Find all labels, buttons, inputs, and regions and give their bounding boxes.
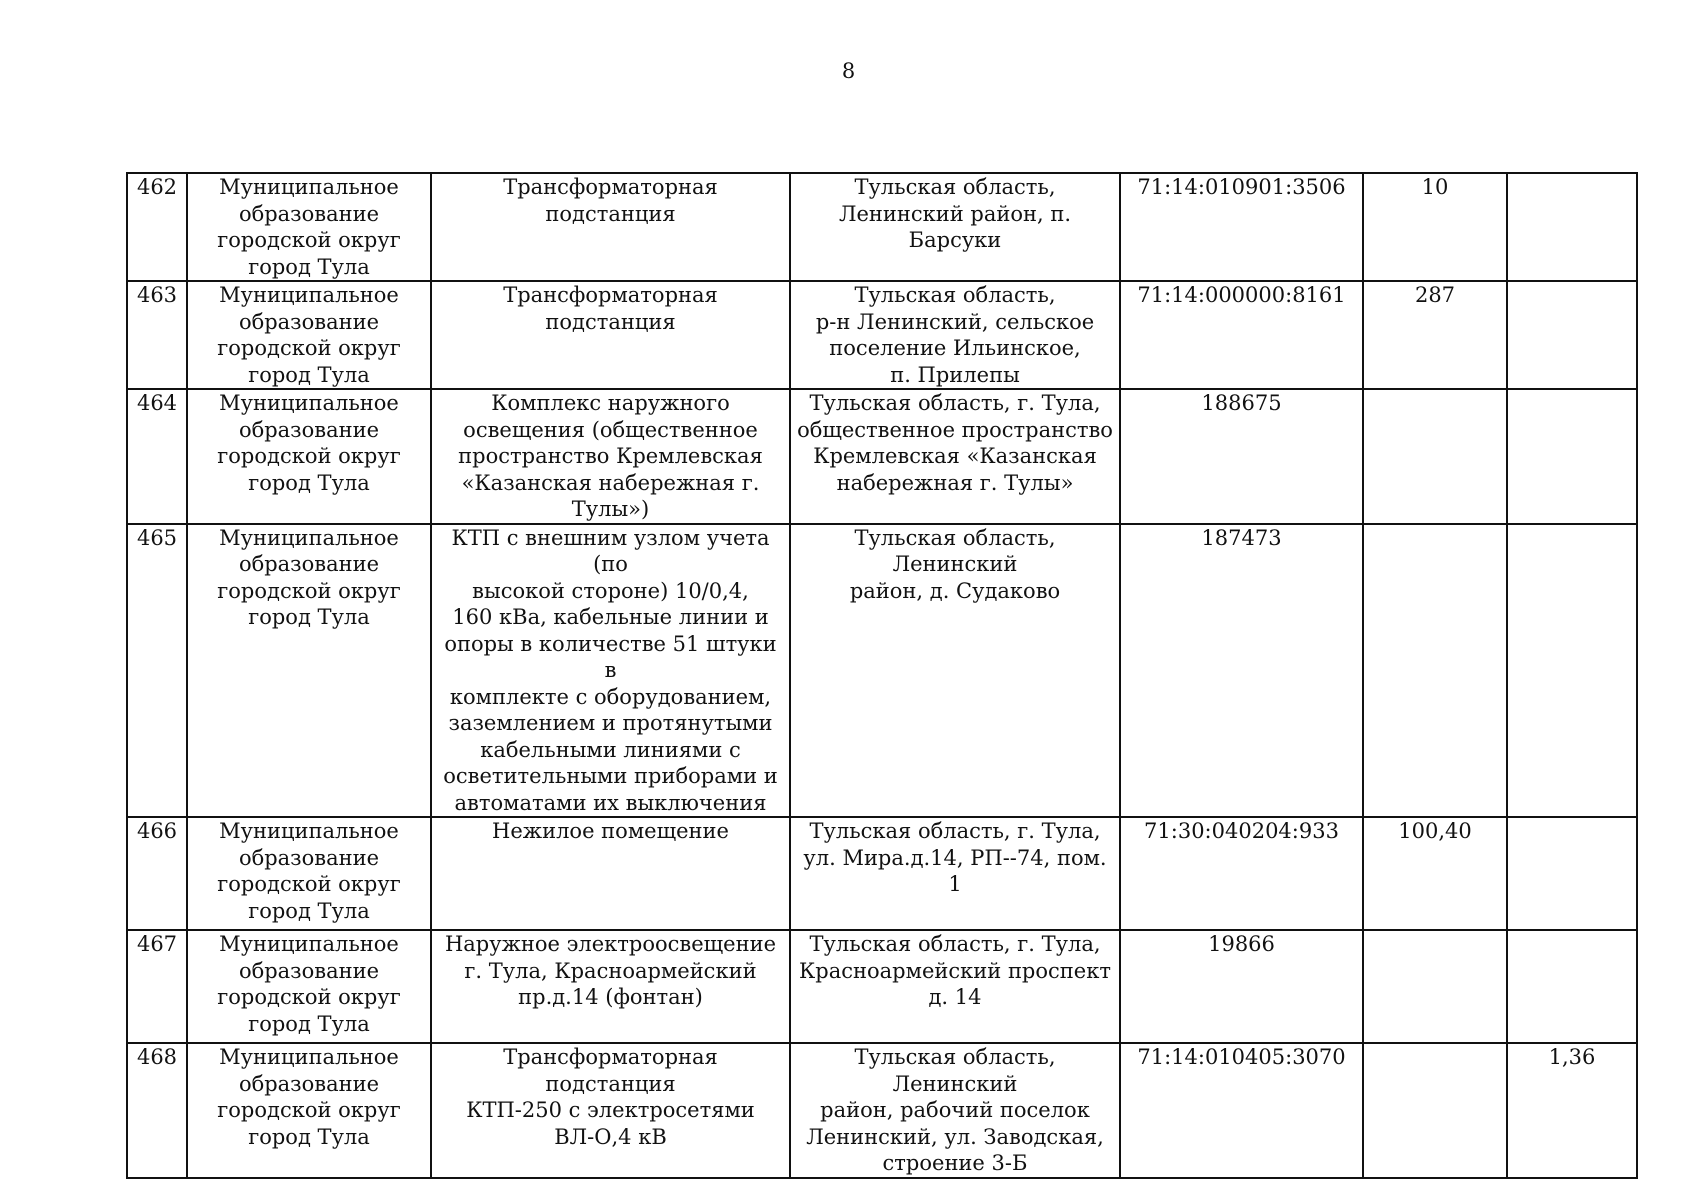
area-cell: 100,40 (1363, 817, 1507, 930)
table-row (127, 1043, 1637, 1178)
property-registry-table (126, 172, 1638, 1179)
table-row (127, 389, 1637, 524)
row-number-cell: 463 (127, 281, 187, 389)
cadastral-number-cell: 187473 (1120, 524, 1363, 818)
cadastral-number-cell: 71:14:010901:3506 (1120, 173, 1363, 281)
extra-value-cell (1507, 817, 1637, 930)
object-name-cell: Трансформаторная подстанция КТП-250 с электросетями ВЛ-О,4 кВ (431, 1043, 790, 1178)
owner-cell: Муниципальное образование городской округ город Тула (187, 930, 431, 1043)
cadastral-number-cell: 71:14:000000:8161 (1120, 281, 1363, 389)
cadastral-number-cell: 188675 (1120, 389, 1363, 524)
row-number-cell: 464 (127, 389, 187, 524)
area-cell: 287 (1363, 281, 1507, 389)
owner-cell: Муниципальное образование городской округ город Тула (187, 389, 431, 524)
area-cell (1363, 389, 1507, 524)
object-name-cell: КТП с внешним узлом учета (по высокой стороне) 10/0,4, 160 кВа, кабельные линии и опоры в количестве 51 штуки в комплекте с оборудованием, заземлением и протянутыми кабельными линиями с осветительными приборами и автоматами их выключения (431, 524, 790, 818)
area-cell (1363, 524, 1507, 818)
object-name-cell: Трансформаторная подстанция (431, 281, 790, 389)
address-cell: Тульская область, г. Тула, ул. Мира.д.14, РП--74, пом. 1 (790, 817, 1120, 930)
table-row (127, 524, 1637, 818)
cadastral-number-cell: 71:14:010405:3070 (1120, 1043, 1363, 1178)
area-cell: 10 (1363, 173, 1507, 281)
owner-cell: Муниципальное образование городской округ город Тула (187, 817, 431, 930)
cadastral-number-cell: 71:30:040204:933 (1120, 817, 1363, 930)
owner-cell: Муниципальное образование городской округ город Тула (187, 1043, 431, 1178)
row-number-cell: 466 (127, 817, 187, 930)
extra-value-cell (1507, 389, 1637, 524)
cadastral-number-cell: 19866 (1120, 930, 1363, 1043)
page-number: 8 (841, 59, 856, 83)
object-name-cell: Комплекс наружного освещения (общественное пространство Кремлевская «Казанская набережная г. Тулы») (431, 389, 790, 524)
address-cell: Тульская область, Ленинский район, д. Судаково (790, 524, 1120, 818)
address-cell: Тульская область, Ленинский район, рабочий поселок Ленинский, ул. Заводская, строение 3-Б (790, 1043, 1120, 1178)
address-cell: Тульская область, г. Тула, общественное пространство Кремлевская «Казанская набережная г. Тулы» (790, 389, 1120, 524)
extra-value-cell (1507, 281, 1637, 389)
row-number-cell: 462 (127, 173, 187, 281)
row-number-cell: 468 (127, 1043, 187, 1178)
table-row (127, 930, 1637, 1043)
owner-cell: Муниципальное образование городской округ город Тула (187, 281, 431, 389)
address-cell: Тульская область, г. Тула, Красноармейский проспект д. 14 (790, 930, 1120, 1043)
extra-value-cell: 1,36 (1507, 1043, 1637, 1178)
address-cell: Тульская область, Ленинский район, п. Барсуки (790, 173, 1120, 281)
area-cell (1363, 930, 1507, 1043)
row-number-cell: 467 (127, 930, 187, 1043)
table-row (127, 817, 1637, 930)
row-number-cell: 465 (127, 524, 187, 818)
extra-value-cell (1507, 930, 1637, 1043)
object-name-cell: Нежилое помещение (431, 817, 790, 930)
address-cell: Тульская область, р-н Ленинский, сельское поселение Ильинское, п. Прилепы (790, 281, 1120, 389)
extra-value-cell (1507, 173, 1637, 281)
extra-value-cell (1507, 524, 1637, 818)
table-body (127, 173, 1637, 1178)
table-row (127, 173, 1637, 281)
owner-cell: Муниципальное образование городской округ город Тула (187, 524, 431, 818)
owner-cell: Муниципальное образование городской округ город Тула (187, 173, 431, 281)
area-cell (1363, 1043, 1507, 1178)
table-row (127, 281, 1637, 389)
object-name-cell: Трансформаторная подстанция (431, 173, 790, 281)
object-name-cell: Наружное электроосвещение г. Тула, Красноармейский пр.д.14 (фонтан) (431, 930, 790, 1043)
